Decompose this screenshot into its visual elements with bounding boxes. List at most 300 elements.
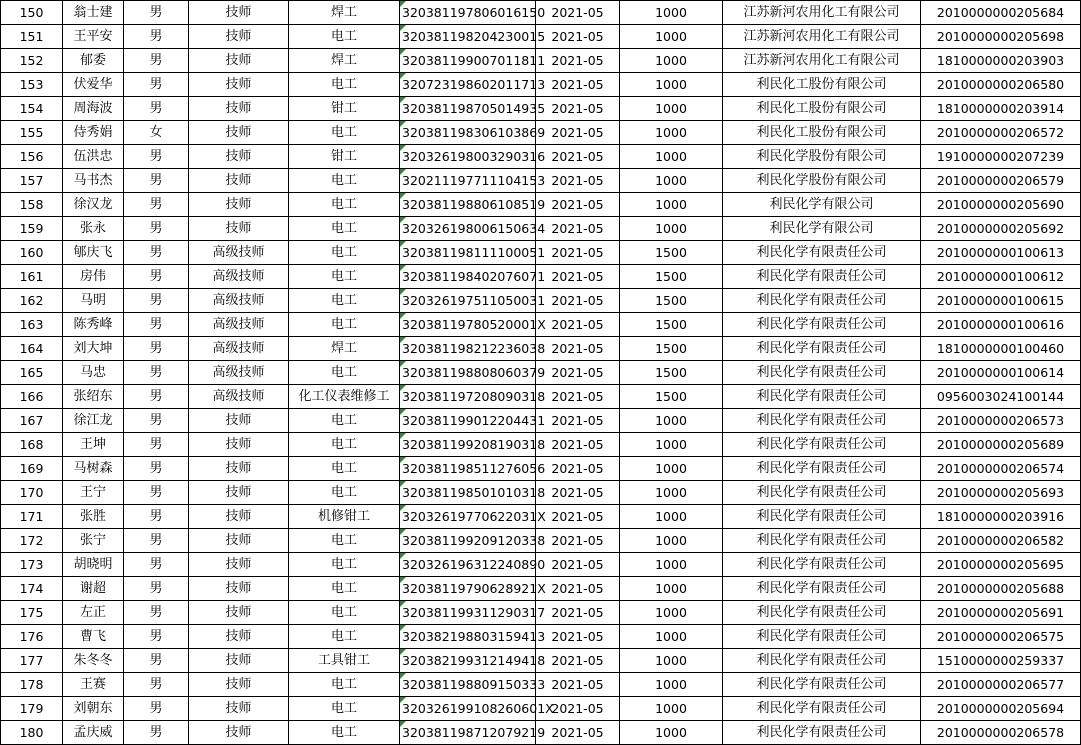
- amount-cell: 1500: [620, 361, 723, 385]
- amount-cell: 1000: [620, 457, 723, 481]
- row-number-cell: 180: [1, 721, 63, 745]
- certificate-number-cell: 2010000000205693: [921, 481, 1081, 505]
- table-row: [1, 361, 1081, 385]
- row-number-cell: 179: [1, 697, 63, 721]
- table-row: [1, 145, 1081, 169]
- gender-cell: 男: [124, 577, 189, 601]
- id-number-cell: 320326199108260601X: [400, 697, 536, 721]
- level-cell: 技师: [189, 217, 289, 241]
- row-number-cell: 157: [1, 169, 63, 193]
- amount-cell: 1000: [620, 73, 723, 97]
- id-number-cell: 320381198712079219: [400, 721, 536, 745]
- gender-cell: 男: [124, 553, 189, 577]
- level-cell: 技师: [189, 673, 289, 697]
- id-number-cell: 320381198402076071: [400, 265, 536, 289]
- date-cell: 2021-05: [536, 553, 620, 577]
- id-number-cell: 320381198705014935: [400, 97, 536, 121]
- trade-cell: 机修钳工: [289, 505, 400, 529]
- row-number-cell: 155: [1, 121, 63, 145]
- id-number-cell: 32038119790628921X: [400, 577, 536, 601]
- trade-cell: 电工: [289, 313, 400, 337]
- table-row: [1, 25, 1081, 49]
- trade-cell: 电工: [289, 361, 400, 385]
- id-number-cell: 320381198808060379: [400, 361, 536, 385]
- gender-cell: 男: [124, 409, 189, 433]
- gender-cell: 男: [124, 721, 189, 745]
- certificate-number-cell: 1810000000100460: [921, 337, 1081, 361]
- gender-cell: 男: [124, 265, 189, 289]
- amount-cell: 1500: [620, 265, 723, 289]
- level-cell: 技师: [189, 697, 289, 721]
- name-cell: 徐汉龙: [63, 193, 124, 217]
- row-number-cell: 171: [1, 505, 63, 529]
- id-number-cell: 320381198501010318: [400, 481, 536, 505]
- trade-cell: 钳工: [289, 145, 400, 169]
- table-row: [1, 169, 1081, 193]
- date-cell: 2021-05: [536, 265, 620, 289]
- amount-cell: 1000: [620, 25, 723, 49]
- gender-cell: 男: [124, 1, 189, 25]
- company-cell: 利民化学有限责任公司: [723, 601, 921, 625]
- date-cell: 2021-05: [536, 121, 620, 145]
- id-number-cell: 320326198006150634: [400, 217, 536, 241]
- date-cell: 2021-05: [536, 193, 620, 217]
- company-cell: 利民化学有限责任公司: [723, 361, 921, 385]
- id-number-cell: 320382198803159413: [400, 625, 536, 649]
- table-row: [1, 121, 1081, 145]
- row-number-cell: 164: [1, 337, 63, 361]
- id-number-cell: 320381199012204431: [400, 409, 536, 433]
- table-row: [1, 73, 1081, 97]
- company-cell: 利民化学有限责任公司: [723, 697, 921, 721]
- row-number-cell: 161: [1, 265, 63, 289]
- trade-cell: 电工: [289, 625, 400, 649]
- table-row: [1, 385, 1081, 409]
- row-number-cell: 159: [1, 217, 63, 241]
- level-cell: 技师: [189, 505, 289, 529]
- company-cell: 利民化学有限公司: [723, 193, 921, 217]
- amount-cell: 1000: [620, 145, 723, 169]
- table-row: [1, 241, 1081, 265]
- name-cell: 孟庆威: [63, 721, 124, 745]
- name-cell: 房伟: [63, 265, 124, 289]
- certificate-number-cell: 1810000000203903: [921, 49, 1081, 73]
- gender-cell: 男: [124, 289, 189, 313]
- row-number-cell: 160: [1, 241, 63, 265]
- id-number-cell: 32038119780520001X: [400, 313, 536, 337]
- gender-cell: 男: [124, 217, 189, 241]
- table-row: [1, 97, 1081, 121]
- certificate-number-cell: 1510000000259337: [921, 649, 1081, 673]
- gender-cell: 男: [124, 673, 189, 697]
- level-cell: 高级技师: [189, 313, 289, 337]
- certificate-number-cell: 2010000000205684: [921, 1, 1081, 25]
- level-cell: 技师: [189, 649, 289, 673]
- company-cell: 利民化学有限责任公司: [723, 505, 921, 529]
- gender-cell: 男: [124, 625, 189, 649]
- amount-cell: 1000: [620, 481, 723, 505]
- trade-cell: 电工: [289, 553, 400, 577]
- gender-cell: 男: [124, 313, 189, 337]
- name-cell: 马明: [63, 289, 124, 313]
- date-cell: 2021-05: [536, 481, 620, 505]
- company-cell: 利民化学股份有限公司: [723, 145, 921, 169]
- certificate-number-cell: 2010000000206580: [921, 73, 1081, 97]
- gender-cell: 男: [124, 169, 189, 193]
- gender-cell: 男: [124, 529, 189, 553]
- table-row: [1, 337, 1081, 361]
- trade-cell: 电工: [289, 265, 400, 289]
- certificate-number-cell: 2010000000206578: [921, 721, 1081, 745]
- id-number-cell: 320381199311290317: [400, 601, 536, 625]
- table-row: [1, 505, 1081, 529]
- trade-cell: 电工: [289, 601, 400, 625]
- amount-cell: 1000: [620, 697, 723, 721]
- level-cell: 技师: [189, 25, 289, 49]
- name-cell: 马树森: [63, 457, 124, 481]
- level-cell: 技师: [189, 601, 289, 625]
- company-cell: 利民化工股份有限公司: [723, 73, 921, 97]
- amount-cell: 1500: [620, 313, 723, 337]
- row-number-cell: 177: [1, 649, 63, 673]
- gender-cell: 男: [124, 457, 189, 481]
- id-number-cell: 320326197511050031: [400, 289, 536, 313]
- trade-cell: 钳工: [289, 97, 400, 121]
- row-number-cell: 153: [1, 73, 63, 97]
- gender-cell: 男: [124, 25, 189, 49]
- date-cell: 2021-05: [536, 361, 620, 385]
- company-cell: 利民化学有限责任公司: [723, 625, 921, 649]
- table-row: [1, 721, 1081, 745]
- level-cell: 技师: [189, 457, 289, 481]
- name-cell: 伏爱华: [63, 73, 124, 97]
- date-cell: 2021-05: [536, 505, 620, 529]
- trade-cell: 电工: [289, 529, 400, 553]
- name-cell: 陈秀峰: [63, 313, 124, 337]
- name-cell: 侍秀娟: [63, 121, 124, 145]
- certificate-number-cell: 2010000000100612: [921, 265, 1081, 289]
- name-cell: 张绍东: [63, 385, 124, 409]
- name-cell: 周海波: [63, 97, 124, 121]
- certificate-number-cell: 2010000000205692: [921, 217, 1081, 241]
- row-number-cell: 166: [1, 385, 63, 409]
- name-cell: 胡晓明: [63, 553, 124, 577]
- table-row: [1, 673, 1081, 697]
- date-cell: 2021-05: [536, 1, 620, 25]
- company-cell: 利民化学有限责任公司: [723, 241, 921, 265]
- trade-cell: 化工仪表维修工: [289, 385, 400, 409]
- level-cell: 技师: [189, 553, 289, 577]
- trade-cell: 电工: [289, 289, 400, 313]
- date-cell: 2021-05: [536, 601, 620, 625]
- trade-cell: 工具钳工: [289, 649, 400, 673]
- name-cell: 伍洪忠: [63, 145, 124, 169]
- level-cell: 高级技师: [189, 385, 289, 409]
- gender-cell: 男: [124, 97, 189, 121]
- date-cell: 2021-05: [536, 409, 620, 433]
- amount-cell: 1000: [620, 577, 723, 601]
- name-cell: 郇庆飞: [63, 241, 124, 265]
- row-number-cell: 170: [1, 481, 63, 505]
- certificate-number-cell: 2010000000205695: [921, 553, 1081, 577]
- gender-cell: 男: [124, 73, 189, 97]
- amount-cell: 1500: [620, 241, 723, 265]
- name-cell: 王坤: [63, 433, 124, 457]
- level-cell: 技师: [189, 169, 289, 193]
- id-number-cell: 320381197806016150: [400, 1, 536, 25]
- table-body: [1, 1, 1081, 745]
- amount-cell: 1000: [620, 1, 723, 25]
- date-cell: 2021-05: [536, 625, 620, 649]
- certificate-number-cell: 2010000000205698: [921, 25, 1081, 49]
- amount-cell: 1000: [620, 721, 723, 745]
- row-number-cell: 163: [1, 313, 63, 337]
- amount-cell: 1000: [620, 529, 723, 553]
- id-number-cell: 320381198306103869: [400, 121, 536, 145]
- trade-cell: 焊工: [289, 49, 400, 73]
- company-cell: 利民化学有限责任公司: [723, 337, 921, 361]
- amount-cell: 1000: [620, 505, 723, 529]
- level-cell: 技师: [189, 97, 289, 121]
- date-cell: 2021-05: [536, 73, 620, 97]
- company-cell: 利民化学有限责任公司: [723, 265, 921, 289]
- trade-cell: 电工: [289, 457, 400, 481]
- row-number-cell: 178: [1, 673, 63, 697]
- name-cell: 王赛: [63, 673, 124, 697]
- company-cell: 江苏新河农用化工有限公司: [723, 49, 921, 73]
- company-cell: 利民化学有限责任公司: [723, 649, 921, 673]
- date-cell: 2021-05: [536, 337, 620, 361]
- level-cell: 技师: [189, 121, 289, 145]
- gender-cell: 男: [124, 49, 189, 73]
- id-number-cell: 320723198602011713: [400, 73, 536, 97]
- gender-cell: 男: [124, 433, 189, 457]
- table-row: [1, 193, 1081, 217]
- date-cell: 2021-05: [536, 313, 620, 337]
- amount-cell: 1000: [620, 433, 723, 457]
- amount-cell: 1000: [620, 553, 723, 577]
- amount-cell: 1000: [620, 49, 723, 73]
- trade-cell: 电工: [289, 25, 400, 49]
- date-cell: 2021-05: [536, 169, 620, 193]
- amount-cell: 1000: [620, 193, 723, 217]
- row-number-cell: 173: [1, 553, 63, 577]
- trade-cell: 电工: [289, 169, 400, 193]
- certificate-number-cell: 0956003024100144: [921, 385, 1081, 409]
- id-number-cell: 320381198809150333: [400, 673, 536, 697]
- name-cell: 马忠: [63, 361, 124, 385]
- trade-cell: 焊工: [289, 337, 400, 361]
- date-cell: 2021-05: [536, 433, 620, 457]
- table-row: [1, 553, 1081, 577]
- date-cell: 2021-05: [536, 217, 620, 241]
- company-cell: 利民化学有限责任公司: [723, 313, 921, 337]
- level-cell: 高级技师: [189, 337, 289, 361]
- company-cell: 利民化学有限责任公司: [723, 481, 921, 505]
- date-cell: 2021-05: [536, 649, 620, 673]
- row-number-cell: 168: [1, 433, 63, 457]
- id-number-cell: 320381198111100051: [400, 241, 536, 265]
- name-cell: 曹飞: [63, 625, 124, 649]
- certificate-number-cell: 2010000000206582: [921, 529, 1081, 553]
- company-cell: 江苏新河农用化工有限公司: [723, 25, 921, 49]
- trade-cell: 电工: [289, 193, 400, 217]
- trade-cell: 电工: [289, 121, 400, 145]
- table-row: [1, 217, 1081, 241]
- certificate-number-cell: 2010000000100616: [921, 313, 1081, 337]
- date-cell: 2021-05: [536, 97, 620, 121]
- date-cell: 2021-05: [536, 289, 620, 313]
- certificate-number-cell: 2010000000205689: [921, 433, 1081, 457]
- certificate-number-cell: 2010000000205690: [921, 193, 1081, 217]
- gender-cell: 男: [124, 337, 189, 361]
- amount-cell: 1000: [620, 97, 723, 121]
- company-cell: 利民化学有限责任公司: [723, 289, 921, 313]
- company-cell: 利民化学有限公司: [723, 217, 921, 241]
- gender-cell: 男: [124, 601, 189, 625]
- date-cell: 2021-05: [536, 529, 620, 553]
- row-number-cell: 162: [1, 289, 63, 313]
- certificate-number-cell: 2010000000205694: [921, 697, 1081, 721]
- table-row: [1, 577, 1081, 601]
- date-cell: 2021-05: [536, 673, 620, 697]
- amount-cell: 1000: [620, 121, 723, 145]
- trade-cell: 焊工: [289, 1, 400, 25]
- gender-cell: 男: [124, 385, 189, 409]
- amount-cell: 1000: [620, 169, 723, 193]
- row-number-cell: 158: [1, 193, 63, 217]
- row-number-cell: 156: [1, 145, 63, 169]
- amount-cell: 1000: [620, 217, 723, 241]
- table-row: [1, 265, 1081, 289]
- certificate-number-cell: 2010000000206577: [921, 673, 1081, 697]
- level-cell: 技师: [189, 409, 289, 433]
- level-cell: 技师: [189, 73, 289, 97]
- trade-cell: 电工: [289, 433, 400, 457]
- company-cell: 利民化学有限责任公司: [723, 385, 921, 409]
- id-number-cell: 320211197711104153: [400, 169, 536, 193]
- name-cell: 王宁: [63, 481, 124, 505]
- company-cell: 江苏新河农用化工有限公司: [723, 1, 921, 25]
- company-cell: 利民化工股份有限公司: [723, 97, 921, 121]
- id-number-cell: 320381198806108519: [400, 193, 536, 217]
- level-cell: 技师: [189, 193, 289, 217]
- date-cell: 2021-05: [536, 721, 620, 745]
- name-cell: 马书杰: [63, 169, 124, 193]
- amount-cell: 1000: [620, 409, 723, 433]
- amount-cell: 1500: [620, 385, 723, 409]
- name-cell: 郁委: [63, 49, 124, 73]
- date-cell: 2021-05: [536, 385, 620, 409]
- certificate-number-cell: 2010000000100614: [921, 361, 1081, 385]
- certificate-number-cell: 1810000000203914: [921, 97, 1081, 121]
- certificate-number-cell: 2010000000100615: [921, 289, 1081, 313]
- certificate-number-cell: 2010000000205691: [921, 601, 1081, 625]
- gender-cell: 男: [124, 649, 189, 673]
- amount-cell: 1500: [620, 337, 723, 361]
- name-cell: 翁士建: [63, 1, 124, 25]
- row-number-cell: 150: [1, 1, 63, 25]
- certificate-number-cell: 2010000000206575: [921, 625, 1081, 649]
- amount-cell: 1500: [620, 289, 723, 313]
- gender-cell: 女: [124, 121, 189, 145]
- certificate-number-cell: 2010000000205688: [921, 577, 1081, 601]
- gender-cell: 男: [124, 241, 189, 265]
- date-cell: 2021-05: [536, 241, 620, 265]
- level-cell: 技师: [189, 1, 289, 25]
- id-number-cell: 320381199208190318: [400, 433, 536, 457]
- trade-cell: 电工: [289, 673, 400, 697]
- gender-cell: 男: [124, 145, 189, 169]
- id-number-cell: 320381198204230015: [400, 25, 536, 49]
- id-number-cell: 320381199007011811: [400, 49, 536, 73]
- level-cell: 技师: [189, 145, 289, 169]
- date-cell: 2021-05: [536, 457, 620, 481]
- row-number-cell: 167: [1, 409, 63, 433]
- gender-cell: 男: [124, 505, 189, 529]
- id-number-cell: 320381197208090318: [400, 385, 536, 409]
- trade-cell: 电工: [289, 577, 400, 601]
- company-cell: 利民化工股份有限公司: [723, 121, 921, 145]
- amount-cell: 1000: [620, 601, 723, 625]
- date-cell: 2021-05: [536, 145, 620, 169]
- table-row: [1, 529, 1081, 553]
- certificate-number-cell: 2010000000206572: [921, 121, 1081, 145]
- id-number-cell: 320381198212236038: [400, 337, 536, 361]
- certificate-number-cell: 2010000000206573: [921, 409, 1081, 433]
- level-cell: 技师: [189, 721, 289, 745]
- row-number-cell: 154: [1, 97, 63, 121]
- row-number-cell: 175: [1, 601, 63, 625]
- gender-cell: 男: [124, 361, 189, 385]
- row-number-cell: 176: [1, 625, 63, 649]
- level-cell: 技师: [189, 529, 289, 553]
- row-number-cell: 169: [1, 457, 63, 481]
- table-row: [1, 409, 1081, 433]
- certificate-number-cell: 2010000000206574: [921, 457, 1081, 481]
- level-cell: 技师: [189, 481, 289, 505]
- table-row: [1, 625, 1081, 649]
- amount-cell: 1000: [620, 673, 723, 697]
- company-cell: 利民化学有限责任公司: [723, 721, 921, 745]
- name-cell: 刘朝东: [63, 697, 124, 721]
- company-cell: 利民化学有限责任公司: [723, 553, 921, 577]
- date-cell: 2021-05: [536, 697, 620, 721]
- gender-cell: 男: [124, 697, 189, 721]
- name-cell: 张胜: [63, 505, 124, 529]
- id-number-cell: 32032619770622031X: [400, 505, 536, 529]
- company-cell: 利民化学有限责任公司: [723, 457, 921, 481]
- trade-cell: 电工: [289, 721, 400, 745]
- company-cell: 利民化学有限责任公司: [723, 409, 921, 433]
- table-row: [1, 1, 1081, 25]
- company-cell: 利民化学股份有限公司: [723, 169, 921, 193]
- level-cell: 技师: [189, 577, 289, 601]
- level-cell: 高级技师: [189, 289, 289, 313]
- level-cell: 技师: [189, 625, 289, 649]
- trade-cell: 电工: [289, 409, 400, 433]
- trade-cell: 电工: [289, 73, 400, 97]
- amount-cell: 1000: [620, 625, 723, 649]
- level-cell: 高级技师: [189, 241, 289, 265]
- row-number-cell: 165: [1, 361, 63, 385]
- level-cell: 高级技师: [189, 361, 289, 385]
- name-cell: 徐江龙: [63, 409, 124, 433]
- table-row: [1, 289, 1081, 313]
- name-cell: 谢超: [63, 577, 124, 601]
- table-row: [1, 601, 1081, 625]
- table-row: [1, 433, 1081, 457]
